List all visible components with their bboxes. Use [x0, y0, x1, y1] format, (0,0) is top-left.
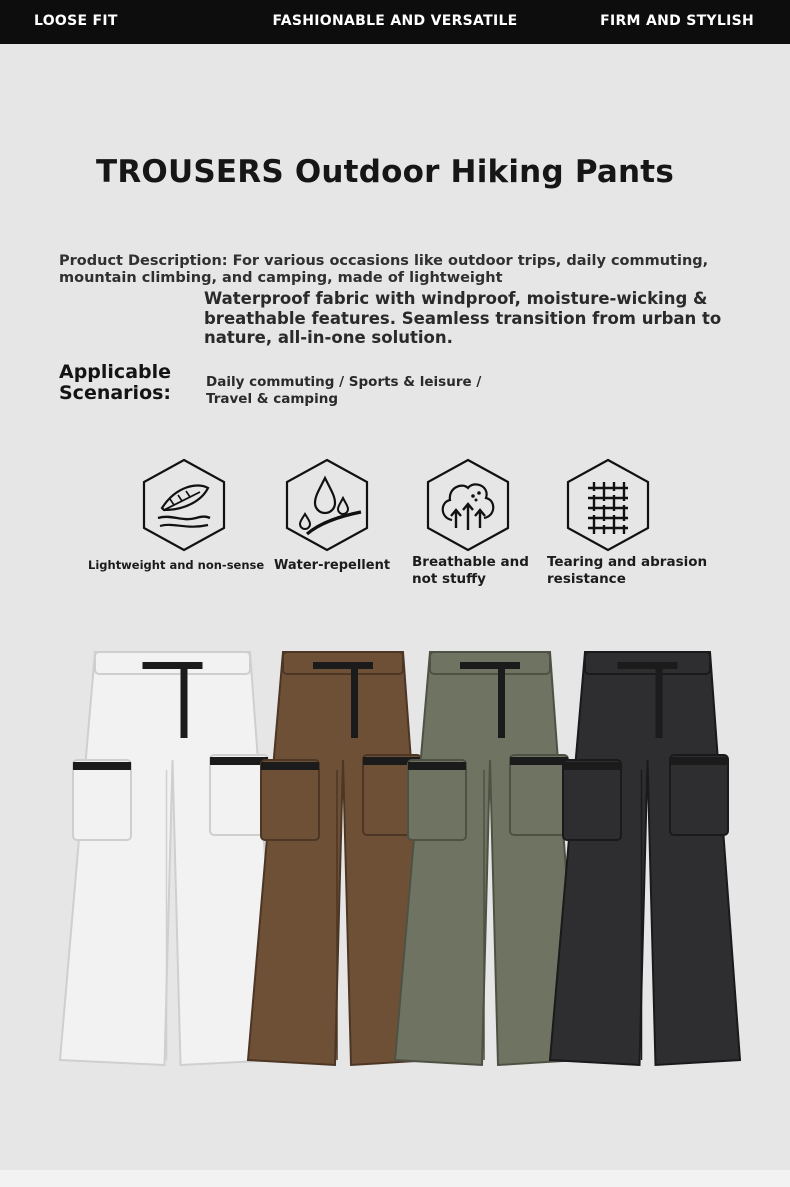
feature-label-tearing: Tearing and abrasion resistance — [547, 554, 708, 587]
top-banner — [0, 0, 790, 44]
pants-olive — [395, 652, 580, 1065]
feather-icon — [142, 458, 226, 552]
product-description-body: Waterproof fabric with windproof, moisture-wicking & breathable features. Seamless transition from urban to nature, all-in-one solution. — [204, 289, 722, 347]
breathable-tree-icon — [426, 458, 510, 552]
applicable-scenarios-label: Applicable Scenarios: — [59, 361, 172, 404]
banner-firm-stylish: FIRM AND STYLISH — [600, 13, 754, 29]
page-title: TROUSERS Outdoor Hiking Pants — [96, 154, 674, 190]
water-drop-icon — [285, 458, 369, 552]
product-description-lead: Product Description: For various occasions like outdoor trips, daily commuting, mountain climbing, and camping, made of lightweight — [59, 253, 709, 286]
product-photo — [0, 640, 790, 1080]
banner-loose-fit: LOOSE FIT — [34, 13, 118, 29]
pants-black — [550, 652, 740, 1065]
pants-white — [60, 652, 280, 1065]
page-bottom-strip — [0, 1170, 790, 1187]
feature-label-water-repellent: Water-repellent — [274, 558, 391, 573]
feature-label-breathable: Breathable and not stuffy — [412, 554, 529, 587]
banner-fashionable: FASHIONABLE AND VERSATILE — [272, 13, 518, 29]
applicable-scenarios-value: Daily commuting / Sports & leisure / Travel & camping — [206, 374, 482, 407]
feature-label-lightweight: Lightweight and non-sense — [88, 558, 265, 572]
woven-fabric-icon — [566, 458, 650, 552]
